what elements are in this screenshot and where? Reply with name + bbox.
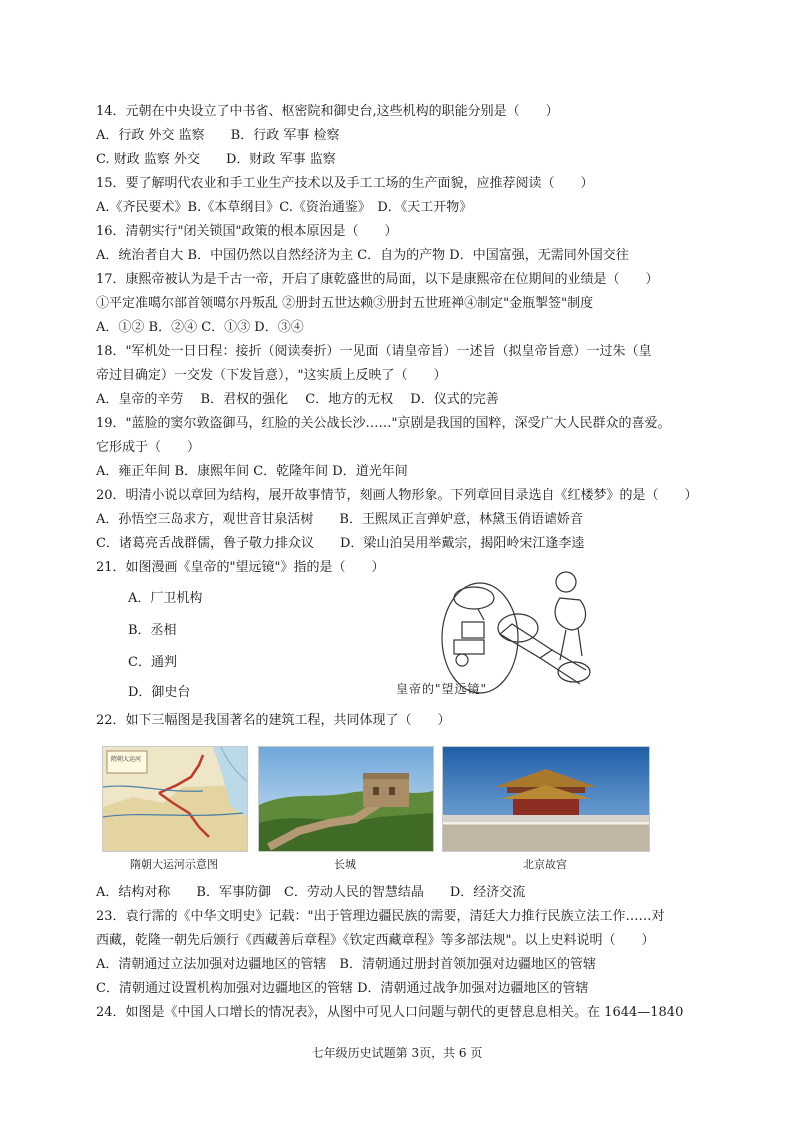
forbidden-city-caption: 北京故宫 bbox=[523, 858, 567, 871]
q17-items: ①平定准噶尔部首领噶尔丹叛乱 ②册封五世达赖③册封五世班禅④制定"金瓶掣签"制度 bbox=[96, 296, 594, 311]
q23-options-cd: C．清朝通过设置机构加强对边疆地区的管辖 D．清朝通过战争加强对边疆地区的管辖 bbox=[96, 981, 589, 996]
page-footer: 七年级历史试题第 3页，共 6 页 bbox=[311, 1046, 483, 1060]
q16-options: A．统治者自大 B．中国仍然以自然经济为主 C．自为的产物 D．中国富强，无需同外国交往 bbox=[96, 248, 629, 263]
q23-stem-line2: 西藏，乾隆一朝先后颁行《西藏善后章程》《钦定西藏章程》等多部法规"。以上史料说明（ ） bbox=[96, 933, 655, 948]
q21-stem: 21．如图漫画《皇帝的"望远镜"》指的是（ ） bbox=[96, 560, 385, 575]
q18-options: A．皇帝的辛劳 B．君权的强化 C．地方的无权 D．仪式的完善 bbox=[96, 392, 499, 407]
q23-stem-line1: 23．袁行霈的《中华文明史》记载："出于管理边疆民族的需要，清廷大力推行民族立法工作……对 bbox=[96, 909, 665, 924]
grand-canal-map-image bbox=[102, 746, 248, 852]
q22-options: A．结构对称 B．军事防御 C．劳动人民的智慧结晶 D．经济交流 bbox=[96, 885, 526, 900]
q15-stem: 15．要了解明代农业和手工业生产技术以及手工工场的生产面貌，应推荐阅读（ ） bbox=[96, 176, 594, 191]
q24-stem: 24．如图是《中国人口增长的情况表》，从图中可见人口问题与朝代的更替息息相关。在 1644—1840 bbox=[96, 1005, 684, 1020]
q21-option-b: B．丞相 bbox=[128, 623, 177, 638]
forbidden-city-image bbox=[442, 746, 650, 852]
q21-option-a: A．厂卫机构 bbox=[128, 591, 203, 606]
q21-option-c: C．通判 bbox=[128, 655, 177, 670]
q20-stem: 20．明清小说以章回为结构，展开故事情节，刻画人物形象。下列章回目录选自《红楼梦》的是（ ） bbox=[96, 488, 698, 503]
q21-cartoon-caption: 皇帝的"望远镜" bbox=[396, 682, 488, 696]
q23-options-ab: A．清朝通过立法加强对边疆地区的管辖 B．清朝通过册封首领加强对边疆地区的管辖 bbox=[96, 957, 596, 972]
q19-stem-line1: 19．"蓝脸的窦尔敦盗御马，红脸的关公战长沙……"京剧是我国的国粹，深受广大人民群众的喜爱。 bbox=[96, 416, 671, 431]
q14-stem: 14．元朝在中央设立了中书省、枢密院和御史台,这些机构的职能分别是（ ） bbox=[96, 104, 559, 119]
q22-stem: 22．如下三幅图是我国著名的建筑工程，共同体现了（ ） bbox=[96, 713, 451, 728]
q19-stem-line2: 它形成于（ ） bbox=[96, 440, 201, 455]
q19-options: A．雍正年间 B．康熙年间 C．乾隆年间 D．道光年间 bbox=[96, 464, 408, 479]
map-legend-title: 隋朝大运河 bbox=[111, 756, 142, 763]
q15-options: A.《齐民要术》B.《本草纲目》C.《资治通鉴》 D．《天工开物》 bbox=[96, 200, 473, 215]
q21-option-d: D．御史台 bbox=[128, 685, 191, 700]
q17-options: A．①② B．②④ C．①③ D．③④ bbox=[96, 320, 304, 335]
q17-stem: 17．康熙帝被认为是千古一帝，开启了康乾盛世的局面，以下是康熙帝在位期间的业绩是（ ） bbox=[96, 272, 659, 287]
great-wall-image bbox=[258, 746, 434, 852]
q16-stem: 16．清朝实行"闭关锁国"政策的根本原因是（ ） bbox=[96, 224, 398, 239]
grand-canal-caption: 隋朝大运河示意图 bbox=[130, 858, 218, 871]
q18-stem-line2: 帝过目确定）一交发（下发旨意），"这实质上反映了（ ） bbox=[96, 368, 447, 383]
great-wall-caption: 长城 bbox=[334, 858, 356, 871]
q20-options-ab: A．孙悟空三岛求方，观世音甘泉活树 B．王熙凤正言弹妒意，林黛玉俏语谑娇音 bbox=[96, 512, 583, 527]
q14-options-cd: C. 财政 监察 外交 D．财政 军事 监察 bbox=[96, 152, 336, 167]
q20-options-cd: C．诸葛亮舌战群儒，鲁子敬力排众议 D．梁山泊吴用举戴宗，揭阳岭宋江逢李逵 bbox=[96, 536, 585, 551]
q18-stem-line1: 18．"军机处一日日程：接折（阅读奏折）一见面（请皇帝旨）一述旨（拟皇帝旨意）一过朱（皇 bbox=[96, 344, 652, 359]
q14-options-ab: A．行政 外交 监察 B．行政 军事 检察 bbox=[96, 128, 340, 143]
